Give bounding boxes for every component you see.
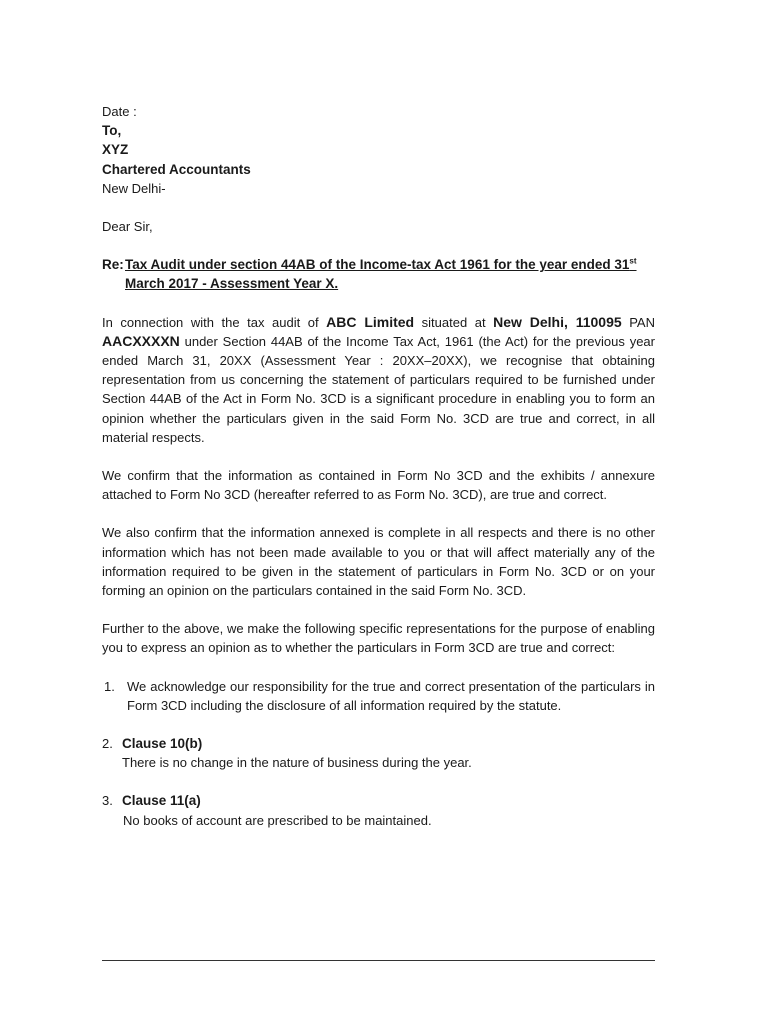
- subject-text: Tax Audit under section 44AB of the Income-tax Act 1961 for the year ended 31st March 2017 - Assessment Year X.: [125, 256, 637, 292]
- clause-item: [102, 791, 655, 829]
- pan-number: AACXXXXN: [102, 332, 180, 349]
- paragraph-further: Further to the above, we make the following specific representations for the purpose of enabling you to express an opinion as to whether the particulars in Form 3CD are true and correct:: [102, 621, 655, 656]
- list-item-text: We acknowledge our responsibility for the true and correct presentation of the particulars in Form 3CD including the disclosure of all information required by the statute.: [127, 678, 655, 713]
- to-label: To,: [102, 123, 122, 139]
- paragraph-intro: In connection with the tax audit of ABC Limited situated at New Delhi, 110095 PAN AACXXXXN under Section 44AB of the Income Tax Act, 1961 (the Act) for the previous year ended March 31, 20XX (Assessment Year : 20XX–20XX), we recognise that obtaining representation from us concerning the statement of particulars required to be furnished under Section 44AB of the Act in Form No. 3CD is a significant procedure in enabling you to form an opinion whether the particulars given in the said Form No. 3CD are true and correct, in all material respects.: [102, 313, 655, 445]
- salutation: Dear Sir,: [102, 219, 153, 235]
- subject-line: [102, 255, 655, 293]
- clause-description: There is no change in the nature of business during the year.: [122, 755, 472, 771]
- clause-item: [102, 734, 655, 772]
- clause-description: No books of account are prescribed to be maintained.: [123, 812, 432, 828]
- list-item-number: 1.: [104, 678, 115, 694]
- clause-number: 3.: [102, 793, 113, 809]
- clause-title: Clause 10(b): [122, 736, 203, 752]
- paragraph-complete: We also confirm that the information annexed is complete in all respects and there is no other information which has not been made available to you or that will affect materially any of the information required to be given in the statement of particulars in Form No. 3CD or on your forming an opinion on the particulars contained in the said Form No. 3CD.: [102, 525, 655, 599]
- subject-superscript: st: [629, 256, 637, 266]
- company-location: New Delhi, 110095: [493, 313, 622, 330]
- list-item: [102, 677, 655, 715]
- subject-label: Re:: [102, 257, 124, 273]
- bottom-divider: [102, 960, 655, 961]
- address-block: [102, 102, 655, 198]
- paragraph-confirm: We confirm that the information as contained in Form No 3CD and the exhibits / annexure attached to Form No 3CD (hereafter referred to as Form No. 3CD), are true and correct.: [102, 468, 655, 503]
- clause-title: Clause 11(a): [122, 793, 201, 809]
- date-label: Date :: [102, 104, 137, 119]
- addressee-city: New Delhi-: [102, 180, 166, 196]
- addressee-firm: Chartered Accountants: [102, 161, 251, 177]
- company-name: ABC Limited: [326, 313, 415, 330]
- addressee-name: XYZ: [102, 142, 129, 158]
- letter-body: [102, 102, 655, 830]
- clause-number: 2.: [102, 736, 113, 752]
